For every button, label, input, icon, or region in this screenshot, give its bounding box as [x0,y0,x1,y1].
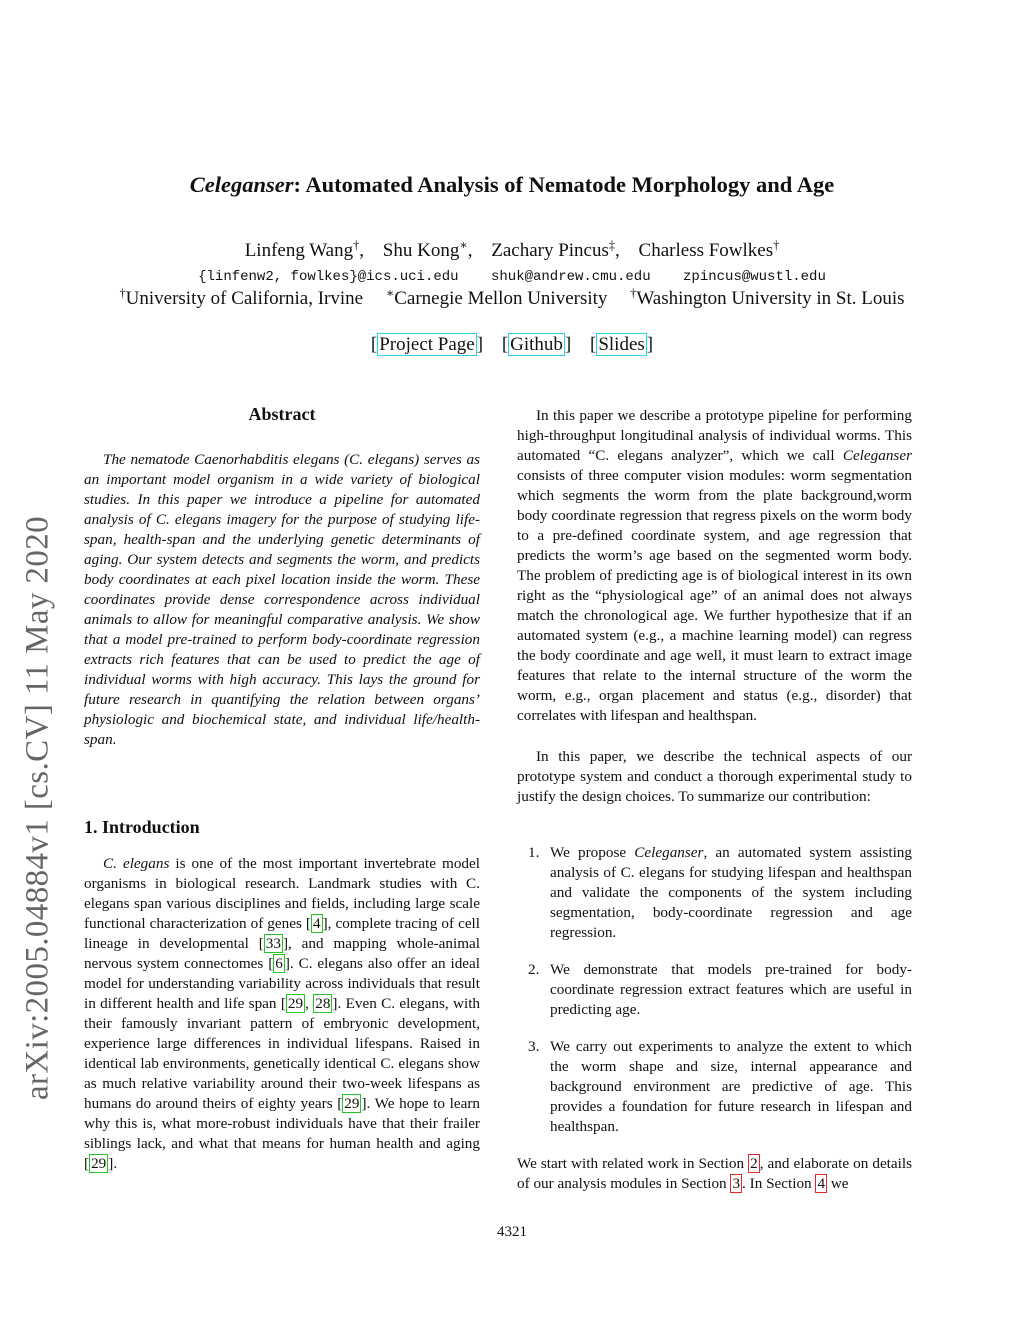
affiliation-mark: † [119,286,126,301]
citation-link[interactable]: 29 [91,1155,107,1172]
citation-link[interactable]: 29 [287,995,304,1012]
summary-paragraph: In this paper, we describe the technical aspects of our prototype system and conduct a thorough experimental study to justify the design choices. To summarize our contribution: [517,748,912,805]
contribution-number: 2. [528,961,540,978]
affiliation-name: University of California, Irvine [125,288,364,309]
citation-link[interactable]: 4 [312,915,321,932]
contribution-number: 1. [528,844,540,861]
paper-title [0,172,1024,198]
citation-link[interactable]: 6 [275,955,283,972]
outline-paragraph: We start with related work in Section 2 , and elaborate on details of our analysis modules in Section 3 . In Section 4 we [517,1155,912,1192]
resource-links: [ Project Page ] [ Github ] [ Slides ] [370,334,654,355]
contribution-list [517,843,912,1154]
author-name: Linfeng Wang [244,240,354,261]
author-email: {linfenw2, fowlkes}@ics.uci.edu [198,269,459,285]
intro-organism-name: C. elegans [103,855,170,872]
section-heading-introduction: 1. Introduction [84,817,200,837]
page-number: 4321 [497,1224,527,1240]
author-email: zpincus@wustl.edu [683,269,826,285]
contribution-item: 2. We demonstrate that models pre-trained for body-coordinate regression extract features which are useful in predicting age. [528,961,912,1018]
introduction-paragraph: C. elegans is one of the most important invertebrate model organisms in biological research. Landmark studies with C. elegans span various disciplines and fields, including large scale functional characterization of genes [ 4 ], complete tracing of cell lineage in developmental [ 33 ], and mapping whole-animal nervous system connectomes [ 6 ]. C. elegans also offer an ideal model for understanding variability across individuals that result in different health and life span [ 29 , 28 ]. Even C. elegans, with their famously invariant pattern of embryonic development, experience large differences in individual lifespans. Raised in identical lab environments, genetically identical C. elegans show as much relative variability around their two-week lifespans as humans do around theirs of eighty years [ 29 ]. We hope to learn why this is, what more-robust individuals have that their frailer siblings lack, and what that means for human health and aging [ 29 ]. [84,855,481,1172]
abstract-heading: Abstract [248,404,316,424]
slides-link[interactable]: Slides [598,334,645,355]
author-mark: ∗ [459,238,468,253]
author-list: Linfeng Wang†, Shu Kong∗, Zachary Pincus‡, Charless Fowlkes† [244,238,780,261]
author-email: shuk@andrew.cmu.edu [490,269,651,285]
project-page-link[interactable]: Project Page [379,334,475,355]
citation-link[interactable]: 28 [315,995,331,1012]
affiliation-name: Carnegie Mellon University [394,288,608,309]
citation-link[interactable]: 29 [344,1095,360,1112]
affiliation-list [0,288,1024,310]
github-link[interactable]: Github [510,334,563,355]
author-name: Zachary Pincus [491,240,609,261]
section-ref-link[interactable]: 3 [732,1175,741,1192]
affiliation-mark: † [630,286,637,301]
author-name: Shu Kong [382,240,460,261]
arxiv-identifier: arXiv:2005.04884v1 [cs.CV] 11 May 2020 [19,515,56,1101]
title-system-name: Celeganser [189,172,294,197]
email-list [0,269,1024,285]
contribution-number: 3. [528,1038,540,1055]
author-mark: † [353,238,360,253]
contribution-item: 1. We propose Celeganser, an automated system assisting analysis of C. elegans for studying lifespan and healthspan and validate the components of the system including segmentation, body-coordinate regression and age regression. [528,844,912,941]
citation-link[interactable]: 33 [265,935,281,952]
title-rest: : Automated Analysis of Nematode Morphology and Age [293,172,835,197]
section-ref-link[interactable]: 4 [817,1175,826,1192]
author-name: Charless Fowlkes [638,240,774,261]
contribution-item: 3. We carry out experiments to analyze the extent to which the worm shape and size, internal appearance and background environment are predictive of age. This provides a foundation for future research in lifespan and healthspan. [528,1038,912,1135]
author-mark: ‡ [608,238,616,253]
system-name: Celeganser [842,447,912,464]
author-mark: † [773,238,780,253]
overview-paragraph: In this paper we describe a prototype pipeline for performing high-throughput longitudinal analysis of individual worms. This automated “C. elegans analyzer”, which we call Celeganser consists of three computer vision modules: worm segmentation which segments the worm from the plate background,worm body coordinate regression that regress pixels on the worm body to a pre-defined coordinate system, and age regression that predicts the worm’s age based on the segmented worm body. The problem of predicting age is of biological interest in its own right as the “physiological age” of an animal does not always match the chronological age. We further hypothesize that if an automated system (e.g., a machine learning model) can regress the body coordinate and age well, it must learn to extract image features that relate to the internal structure of the worm the worm, e.g., organ placement and status (e.g., disorder) that correlates with lifespan and healthspan. [517,407,912,724]
affiliation-name: Washington University in St. Louis [636,288,905,309]
section-ref-link[interactable]: 2 [750,1155,758,1172]
abstract-body: The nematode Caenorhabditis elegans (C. elegans) serves as an important model organism in a wide variety of biological studies. In this paper we introduce a pipeline for automated analysis of C. elegans imagery for the purpose of studying life-span, health-span and the underlying genetic determinants of aging. Our system detects and segments the worm, and predicts body coordinates at each pixel location inside the worm. These coordinates provide dense correspondence across individual animals to allow for meaningful comparative analysis. We show that a model pre-trained to perform body-coordinate regression extracts rich features that can be used to predict the age of individual worms with high accuracy. This lays the ground for future research in quantifying the relation between organs’ physiologic and biochemical state, and individual life/health-span. [84,451,480,748]
affiliation-mark: ∗ [385,286,395,301]
